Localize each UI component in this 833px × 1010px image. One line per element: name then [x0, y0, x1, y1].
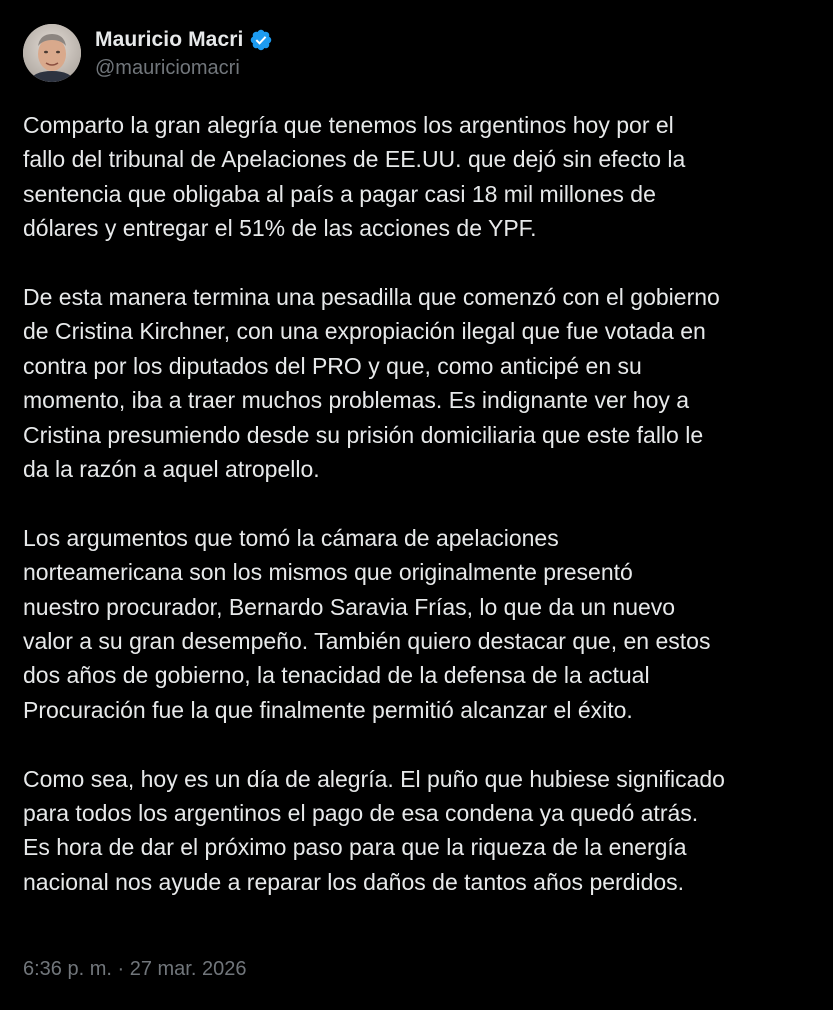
display-name[interactable]: Mauricio Macri: [95, 28, 244, 51]
tweet-paragraph: Los argumentos que tomó la cámara de apelaciones norteamericana son los mismos que originalmente presentó nuestro procurador, Bernardo Saravia Frías, lo que da un nuevo valor a su gran desempeño. También quiero destacar que, en estos dos años de gobierno, la tenacidad de la defensa de la actual Procuración fue la que finalmente permitió alcanzar el éxito.: [23, 524, 711, 723]
tweet-text: [23, 108, 813, 899]
name-row: [95, 26, 273, 54]
tweet-paragraph: De esta manera termina una pesadilla que comenzó con el gobierno de Cristina Kirchner, con una expropiación ilegal que fue votada en contra por los diputados del PRO y que, como anticipé en su momento, iba a traer muchos problemas. Es indignante ver hoy a Cristina presumiendo desde su prisión domiciliaria que este fallo le da la razón a aquel atropello.: [23, 284, 720, 483]
profile-photo-icon: [23, 24, 81, 82]
handle[interactable]: @mauriciomacri: [95, 57, 240, 79]
avatar[interactable]: [23, 24, 81, 82]
author-block: [95, 26, 273, 80]
tweet-paragraph: Comparto la gran alegría que tenemos los argentinos hoy por el fallo del tribunal de Apelaciones de EE.UU. que dejó sin efecto la sentencia que obligaba al país a pagar casi 18 mil millones de dólares y entregar el 51% de las acciones de YPF.: [23, 112, 686, 242]
verified-badge-icon[interactable]: [249, 28, 273, 52]
tweet-paragraph: Como sea, hoy es un día de alegría. El puño que hubiese significado para todos los argentinos el pago de esa condena ya quedó atrás. Es hora de dar el próximo paso para que la riqueza de la energía nacional nos ayude a reparar los daños de tantos años perdidos.: [23, 765, 725, 895]
timestamp[interactable]: 6:36 p. m. · 27 mar. 2026: [23, 958, 247, 980]
